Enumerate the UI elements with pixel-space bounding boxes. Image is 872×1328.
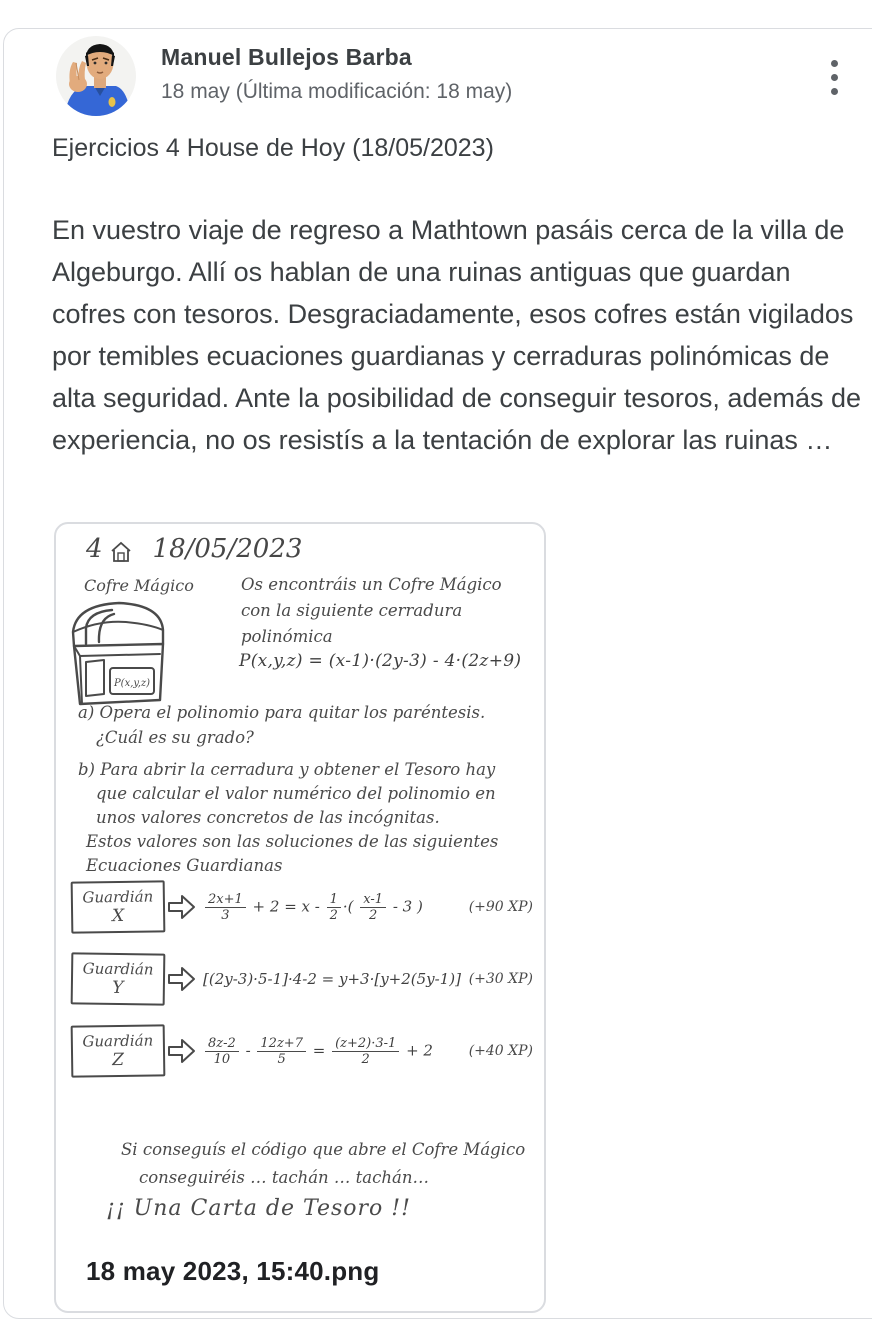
house-icon [109, 540, 133, 564]
guardian-y-equation: [(2y-3)·5-1]·4-2 = y+3·[y+2(5y-1)] [203, 970, 461, 988]
chest-caption: Cofre Mágico [84, 576, 194, 595]
guardian-y-row [71, 948, 533, 1010]
attachment-card[interactable] [54, 522, 546, 1313]
guardian-z-box: Guardián Z [71, 1024, 166, 1077]
arrow-right-icon [167, 1036, 197, 1066]
guardian-x-xp: (+90 XP) [468, 899, 533, 915]
avatar [56, 36, 136, 116]
guardian-z-equation: $\frac{8z-2}{10}$ - $\frac{12z+7}{5}$ = $\frac{(z+2)\cdot 3-1}{2}$ + 2 [203, 1036, 465, 1067]
kebab-menu-icon [831, 60, 838, 67]
note-finale: ¡¡ Una Carta de Tesoro !! [106, 1196, 411, 1221]
post-title: Ejercicios 4 House de Hoy (18/05/2023) [52, 134, 494, 162]
note-outro: Si conseguís el código que abre el Cofre Mágico conseguiréis … tachán … tachán… [121, 1140, 526, 1187]
arrow-right-icon [167, 964, 197, 994]
exercise-item-b: b) Para abrir la cerradura y obtener el Tesoro hay que calcular el valor numérico del polinomio en unos valores concretos de las incógnitas. Estos valores son las soluciones de las siguientes Ecuaciones Guardianas [78, 760, 499, 875]
guardian-x-box: Guardián X [71, 880, 166, 933]
post-timestamp: 18 may (Última modificación: 18 may) [161, 80, 513, 103]
guardian-x-row [71, 876, 533, 938]
guardian-z-xp: (+40 XP) [468, 1043, 533, 1059]
note-intro: Os encontráis un Cofre Mágico con la siguiente cerradura polinómica [241, 575, 502, 646]
note-header-number: 4 [86, 534, 103, 564]
chest-label: P(x,y,z) [113, 678, 151, 689]
note-header-date: 18/05/2023 [152, 534, 303, 564]
note-header [86, 534, 302, 564]
post-body: En vuestro viaje de regreso a Mathtown pasáis cerca de la villa de Algeburgo. Allí os hablan de una ruinas antiguas que guardan cofres con tesoros. Desgraciadamente, esos cofres están vigilados por temibles ecuaciones guardianas y cerraduras polinómicas de alta seguridad. Ante la posibilidad de conseguir tesoros, además de experiencia, no os resistís a la tentación de explorar las ruinas … [52, 215, 862, 455]
exercise-item-a: a) Opera el polinomio para quitar los paréntesis. ¿Cuál es su grado? [78, 703, 486, 747]
spock-avatar-icon [56, 36, 136, 116]
guardian-y-xp: (+30 XP) [468, 971, 533, 987]
post-menu-button[interactable] [810, 53, 858, 101]
post-header [161, 44, 512, 104]
author-name: Manuel Bullejos Barba [161, 44, 412, 70]
arrow-right-icon [167, 892, 197, 922]
polynomial-formula: P(x,y,z) = (x-1)·(2y-3) - 4·(2z+9) [239, 651, 522, 671]
treasure-chest-icon [64, 592, 174, 714]
guardian-x-equation: $\frac{2x+1}{3}$ + 2 = x - $\frac{1}{2}$ ·( $\frac{x-1}{2}$ - 3 ) [203, 892, 465, 923]
attachment-filename: 18 may 2023, 15:40.png [86, 1256, 380, 1286]
post-card [3, 28, 872, 1319]
guardian-z-row [71, 1020, 533, 1082]
handwritten-note-image [56, 524, 544, 1311]
guardian-y-box: Guardián Y [71, 952, 166, 1005]
